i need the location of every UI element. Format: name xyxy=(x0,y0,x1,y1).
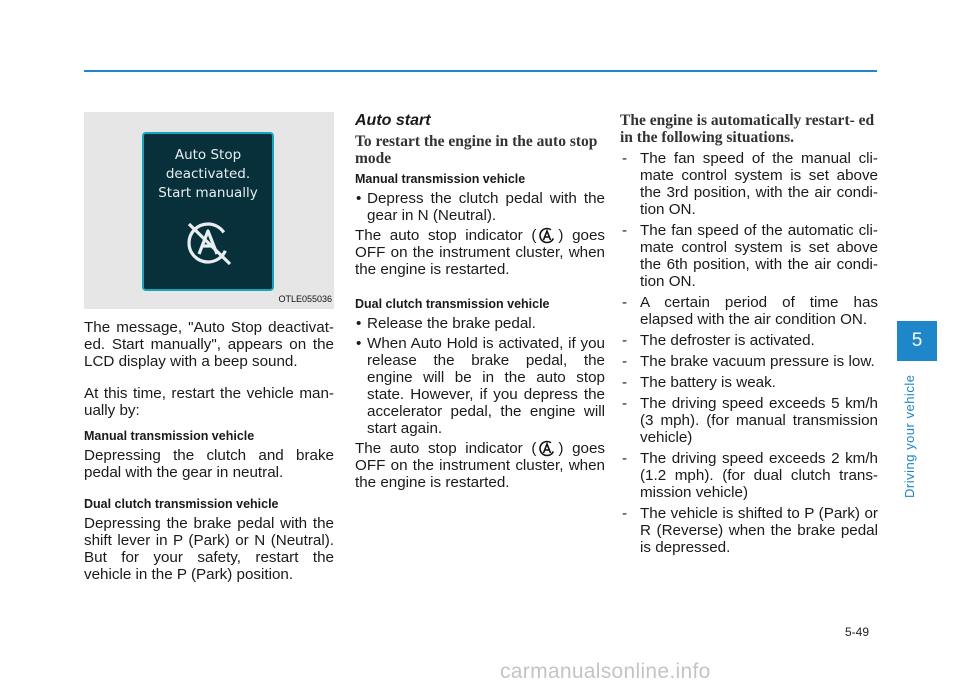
auto-stop-indicator-icon xyxy=(538,227,556,244)
message-paragraph: The message, "Auto Stop deactivat- ed. Start manually", appears on the LCD display with a beep sound. xyxy=(84,319,334,370)
top-rule xyxy=(84,70,877,72)
dct-text: Depressing the brake pedal with the shift lever in P (Park) or N (Neutral). But for your safety, restart the vehicle in the P (Park) position. xyxy=(84,515,334,583)
restart-situations-heading: The engine is automatically restart- ed in the following situations. xyxy=(620,112,875,146)
list-item: - The battery is weak. xyxy=(620,374,878,391)
list-item: • When Auto Hold is activated, if you release the brake pedal, the engine will be in the auto stop state. However, if you depress the accelerator pedal, the engine will start again. xyxy=(355,335,605,437)
list-item: - The defroster is activated. xyxy=(620,332,878,349)
list-item: - The driving speed exceeds 2 km/h (1.2 mph). (for dual clutch trans- mission vehicle) xyxy=(620,450,878,501)
manual-transmission-heading: Manual transmission vehicle xyxy=(84,429,255,443)
indicator-text-pre: The auto stop indicator ( xyxy=(355,227,537,244)
list-item: - The driving speed exceeds 5 km/h (3 mph). (for manual transmission vehicle) xyxy=(620,395,878,446)
column-2 xyxy=(355,112,605,491)
figure-code: OTLE055036 xyxy=(278,294,332,304)
list-item: - The brake vacuum pressure is low. xyxy=(620,353,878,370)
auto-stop-off-icon xyxy=(184,216,236,268)
restart-situations-list xyxy=(620,150,878,556)
watermark: carmanualsonline.info xyxy=(500,660,711,683)
list-item: • Release the brake pedal. xyxy=(355,315,605,332)
section-subtitle: To restart the engine in the auto stop mode xyxy=(355,133,598,167)
lcd-figure xyxy=(84,112,334,309)
list-item: - The fan speed of the manual cli- mate control system is set above the 3rd position, with the air condi- tion ON. xyxy=(620,150,878,218)
dct-heading-2: Dual clutch transmission vehicle xyxy=(355,297,550,311)
chapter-tab-number: 5 xyxy=(897,321,937,361)
section-title: Auto start xyxy=(355,112,431,129)
indicator-text-post: ) goes OFF on the instrument cluster, when the engine is restarted. xyxy=(355,440,606,491)
chapter-tab-label: Driving your vehicle xyxy=(902,374,917,498)
lcd-screen xyxy=(142,132,274,291)
list-item: - A certain period of time has elapsed with the air condition ON. xyxy=(620,294,878,328)
manual-transmission-text: Depressing the clutch and brake pedal with the gear in neutral. xyxy=(84,447,334,481)
auto-stop-indicator-icon xyxy=(538,440,556,457)
page-number: 5-49 xyxy=(845,625,870,639)
dct-heading: Dual clutch transmission vehicle xyxy=(84,497,279,511)
lcd-message: Auto Stop deactivated. Start manually xyxy=(158,147,258,201)
indicator-paragraph-2 xyxy=(355,440,605,491)
indicator-text-pre: The auto stop indicator ( xyxy=(355,440,537,457)
indicator-paragraph-1 xyxy=(355,227,605,278)
chapter-tab-label-wrap xyxy=(900,352,922,502)
column-3 xyxy=(620,112,878,560)
list-item: - The vehicle is shifted to P (Park) or R (Reverse) when the brake pedal is depressed. xyxy=(620,505,878,556)
manual-bullets xyxy=(355,190,605,224)
list-item: - The fan speed of the automatic cli- mate control system is set above the 6th position, with the air condi- tion ON. xyxy=(620,222,878,290)
indicator-text-post: ) goes OFF on the instrument cluster, when the engine is restarted. xyxy=(355,227,606,278)
list-item: • Depress the clutch pedal with the gear in N (Neutral). xyxy=(355,190,605,224)
manual-transmission-heading-2: Manual transmission vehicle xyxy=(355,172,526,186)
restart-manually-paragraph: At this time, restart the vehicle man- ually by: xyxy=(84,385,334,419)
column-1 xyxy=(84,112,334,583)
dct-bullets xyxy=(355,315,605,437)
